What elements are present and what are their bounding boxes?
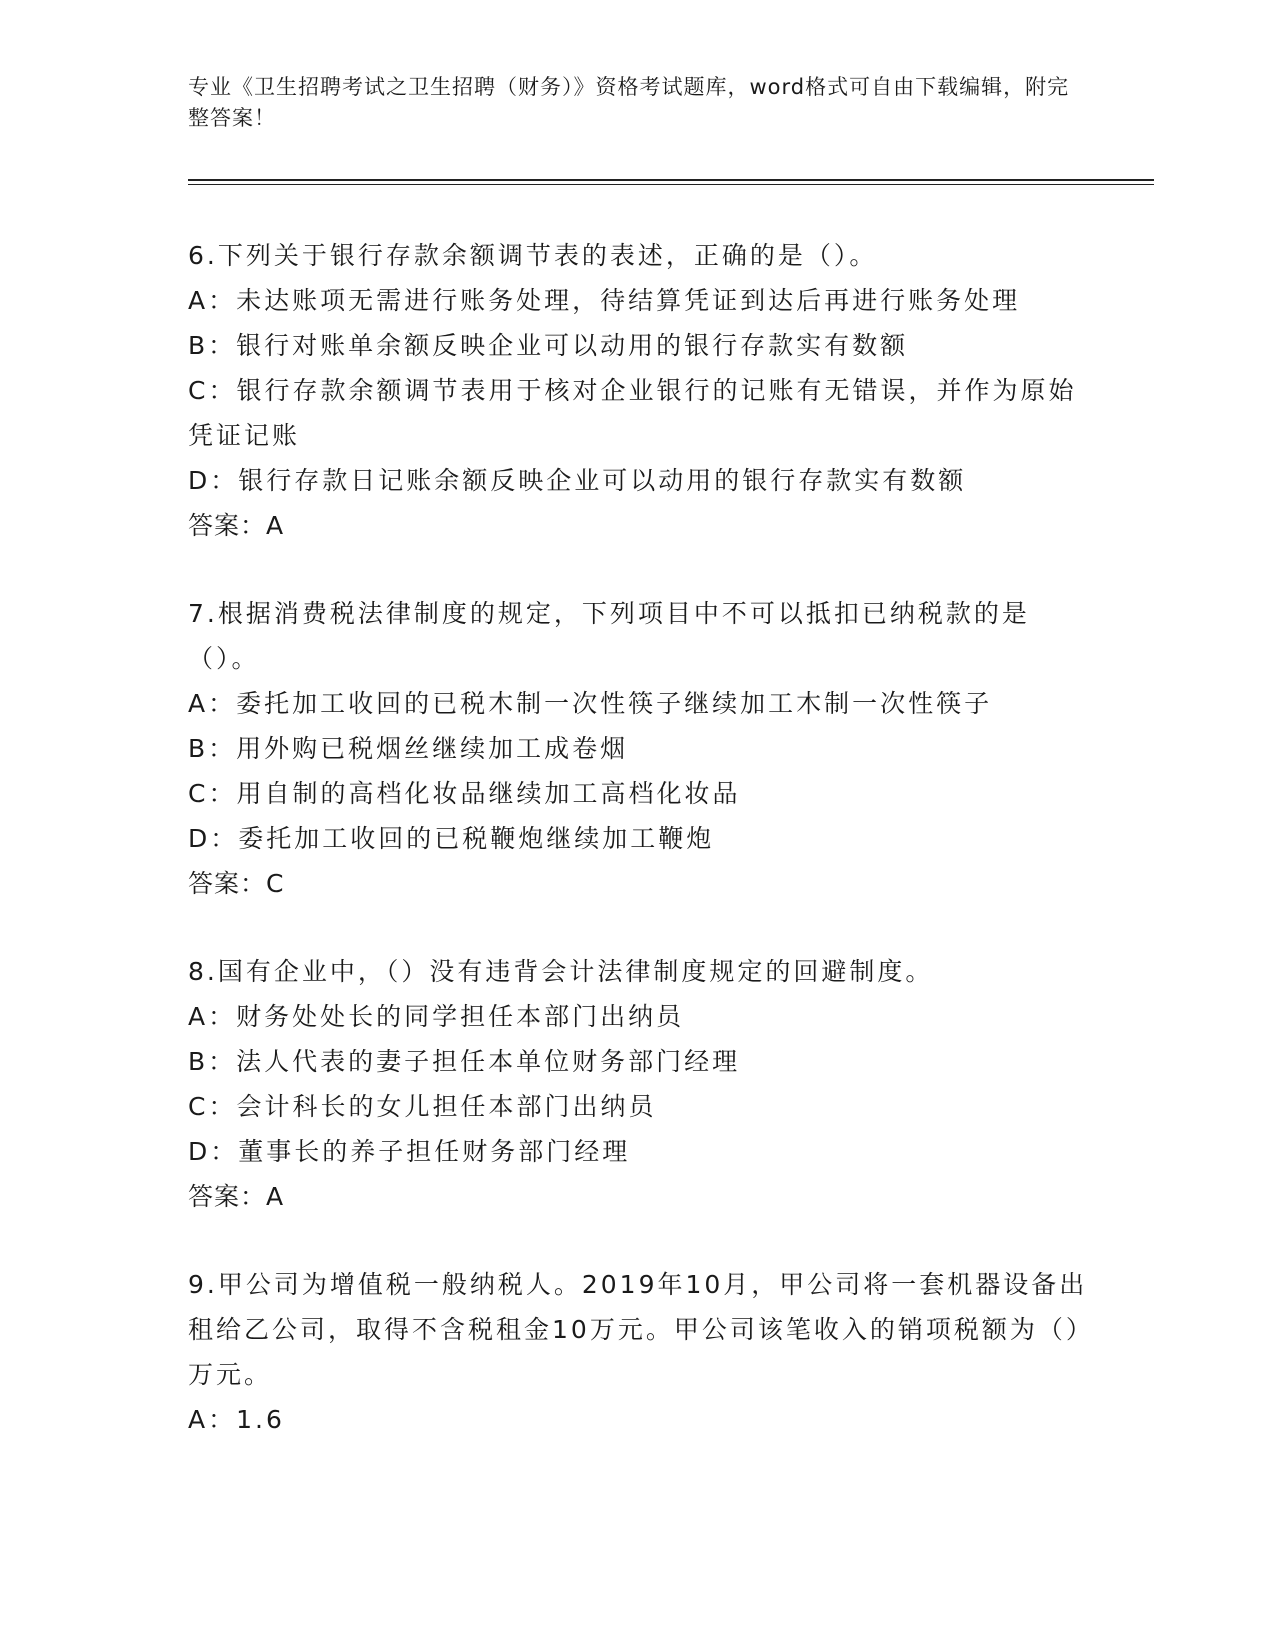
option-b: B：法人代表的妻子担任本单位财务部门经理 bbox=[188, 1047, 741, 1076]
option-a: A：未达账项无需进行账务处理，待结算凭证到达后再进行账务处理 bbox=[188, 286, 1021, 315]
question-7 bbox=[188, 591, 1088, 906]
question-stem: 6.下列关于银行存款余额调节表的表述，正确的是（）。 bbox=[188, 241, 878, 270]
header-text: 专业《卫生招聘考试之卫生招聘（财务）》资格考试题库，word格式可自由下载编辑，附完整答案！ bbox=[188, 75, 1070, 130]
option-b: B：银行对账单余额反映企业可以动用的银行存款实有数额 bbox=[188, 331, 909, 360]
option-b: B：用外购已税烟丝继续加工成卷烟 bbox=[188, 734, 629, 763]
document-header bbox=[188, 72, 1088, 134]
question-6 bbox=[188, 233, 1088, 548]
question-list bbox=[188, 233, 1088, 1485]
option-a: A：财务处处长的同学担任本部门出纳员 bbox=[188, 1002, 685, 1031]
answer: 答案：A bbox=[188, 1182, 285, 1211]
option-d: D：委托加工收回的已税鞭炮继续加工鞭炮 bbox=[188, 824, 715, 853]
header-divider-thin bbox=[188, 184, 1154, 185]
option-c: C：银行存款余额调节表用于核对企业银行的记账有无错误，并作为原始凭证记账 bbox=[188, 376, 1077, 450]
option-c: C：会计科长的女儿担任本部门出纳员 bbox=[188, 1092, 657, 1121]
question-8 bbox=[188, 949, 1088, 1219]
option-d: D：董事长的养子担任财务部门经理 bbox=[188, 1137, 631, 1166]
option-a: A：委托加工收回的已税木制一次性筷子继续加工木制一次性筷子 bbox=[188, 689, 993, 718]
question-9 bbox=[188, 1262, 1088, 1442]
option-c: C：用自制的高档化妆品继续加工高档化妆品 bbox=[188, 779, 741, 808]
header-divider-thick bbox=[188, 179, 1154, 181]
answer: 答案：C bbox=[188, 869, 285, 898]
option-a: A：1.6 bbox=[188, 1405, 285, 1434]
question-stem: 9.甲公司为增值税一般纳税人。2019年10月，甲公司将一套机器设备出租给乙公司，取得不含税租金10万元。甲公司该笔收入的销项税额为（）万元。 bbox=[188, 1270, 1088, 1389]
question-stem: 7.根据消费税法律制度的规定，下列项目中不可以抵扣已纳税款的是（）。 bbox=[188, 599, 1030, 673]
answer: 答案：A bbox=[188, 511, 285, 540]
option-d: D：银行存款日记账余额反映企业可以动用的银行存款实有数额 bbox=[188, 466, 967, 495]
question-stem: 8.国有企业中，（）没有违背会计法律制度规定的回避制度。 bbox=[188, 957, 934, 986]
